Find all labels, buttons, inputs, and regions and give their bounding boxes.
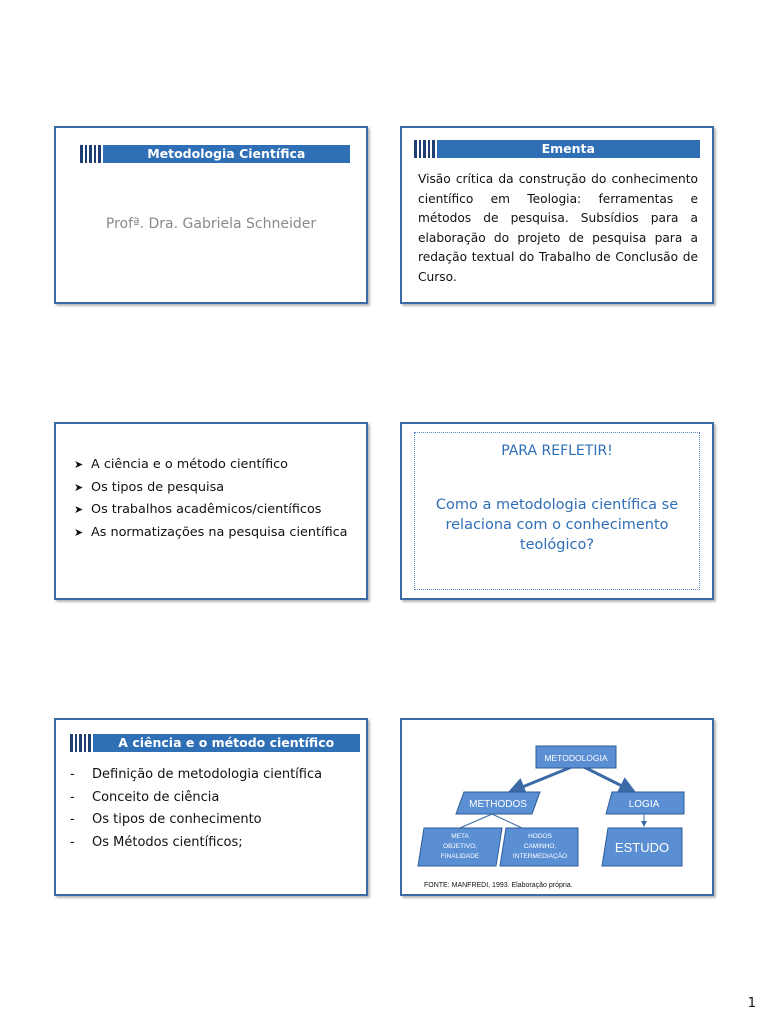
reflect-question: Como a metodologia científica se relaciona com o conhecimento teológico? [435,497,679,553]
connector-line [492,814,522,828]
connector-line [460,814,492,828]
reflect-title: PARA REFLETIR! [501,443,613,459]
ementa-text: Visão crítica da construção do conhecimento científico em Teologia: ferramentas e métodos de pesquisa. Subsídios para a elaboração do projeto de pesquisa para a redação textual do Trabalho de Conclusão de Curso. [418,172,698,284]
page-number: 1 [747,996,756,1011]
node-estudo-label: ESTUDO [614,840,670,855]
slide-topics [54,422,368,600]
diagram-source: FONTE: MANFREDI, 1993. Elaboração própria. [424,882,573,889]
node-metodologia-label: METODOLOGIA [544,753,608,763]
title-bar-stripes-icon [70,734,91,752]
title-bar-stripes-icon [414,140,435,158]
ementa-title-bar [414,140,700,158]
connector-line [510,766,574,792]
list-item: - Os Métodos científicos; [70,834,243,850]
science-title-bar [70,734,360,752]
node-meta-label: META [451,833,469,840]
list-item: - Conceito de ciência [70,789,220,805]
node-hodos-label: HODOS [528,833,552,840]
node-meta-label: OBJETIVO, [443,843,477,850]
title-bar-stripes-icon [80,145,101,163]
arrow-bullet-icon: ➤ [74,480,84,494]
list-item: - Os tipos de conhecimento [70,812,262,827]
list-item: ➤ As normatizações na pesquisa científica [74,522,348,545]
arrow-bullet-icon: ➤ [74,525,84,539]
author-name: Profª. Dra. Gabriela Schneider [105,216,317,232]
arrow-bullet-icon: ➤ [74,458,84,471]
slide-title-bar [80,145,350,163]
list-item: ➤ Os tipos de pesquisa [74,477,348,500]
connector-line [582,766,634,792]
slide-diagram [400,718,714,896]
slide-science [54,718,368,896]
node-hodos-label: CAMINHO, [523,843,557,850]
list-item: ➤ A ciência e o método científico [74,454,348,477]
course-title: Metodologia Científica [103,145,351,163]
node-hodos-label: INTERMEDIAÇÃO [512,853,568,860]
list-item: ➤ Os trabalhos acadêmicos/científicos [74,499,348,522]
slide-ementa [400,126,714,304]
node-meta-label: FINALIDADE [440,853,480,860]
ementa-title: Ementa [437,140,701,158]
metodologia-diagram [402,720,712,894]
node-methodos-label: METHODOS [469,799,527,810]
arrow-bullet-icon: ➤ [74,503,84,516]
slide-reflect [400,422,714,600]
list-item: - Definição de metodologia científica [70,767,323,782]
node-logia-label: LOGIA [628,799,660,810]
science-title: A ciência e o método científico [93,734,361,752]
reflect-frame [414,432,700,590]
science-list [70,764,322,854]
slide-title [54,126,368,304]
topics-list [74,454,348,544]
